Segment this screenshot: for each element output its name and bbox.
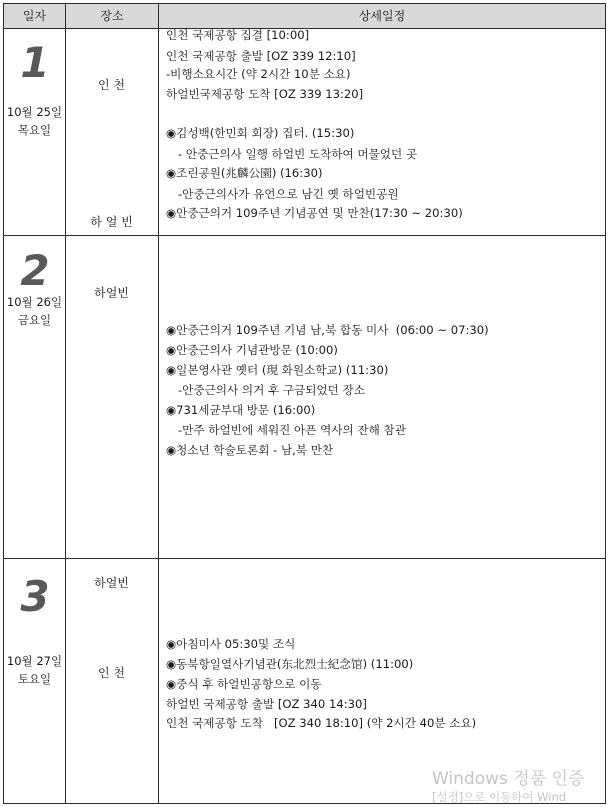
- day-date: 10월 26일: [6, 295, 63, 309]
- schedule-line: -안중근의사가 유언으로 남긴 옛 하얼빈공원: [178, 187, 399, 201]
- day-date: 10월 27일: [6, 654, 63, 668]
- day-number: 2: [20, 246, 50, 295]
- schedule-line: 하얼빈국제공항 도착 [OZ 339 13:20]: [166, 87, 364, 101]
- schedule-line: 하얼빈 국제공항 출발 [OZ 340 14:30]: [166, 697, 367, 711]
- schedule-line: 인천 국제공항 출발 [OZ 339 12:10]: [166, 49, 356, 63]
- column-divider-2: [158, 3, 159, 804]
- schedule-line: ◉김성백(한민회 회장) 집터. (15:30): [166, 126, 355, 140]
- schedule-line: ◉일본영사관 옛터 (現 화원소학교) (11:30): [166, 363, 389, 377]
- schedule-line: ◉안중근의거 109주년 기념공연 및 만찬(17:30 ~ 20:30): [166, 206, 463, 220]
- place: 인 천: [98, 666, 125, 680]
- schedule-line: -비행소요시간 (약 2시간 10분 소요): [166, 67, 351, 81]
- schedule-line: ◉아침미사 05:30및 조식: [166, 637, 296, 651]
- day-number: 1: [20, 38, 50, 87]
- schedule-line: -안중근의사 의거 후 구금되었던 장소: [178, 383, 365, 397]
- day-weekday: 목요일: [17, 123, 52, 137]
- schedule-line: ◉청소년 학술토론회 - 남,북 만찬: [166, 443, 334, 457]
- place: 하 얼 빈: [90, 215, 133, 229]
- header-detail: 상세일정: [358, 9, 406, 23]
- header-place: 장소: [100, 9, 124, 23]
- place: 하얼빈: [94, 286, 129, 300]
- place: 하얼빈: [94, 576, 129, 590]
- schedule-line: ◉중식 후 하얼빈공항으로 이동: [166, 677, 322, 691]
- schedule-line: ◉안중근의거 109주년 기념 남,북 합동 미사 (06:00 ~ 07:30): [166, 323, 489, 337]
- schedule-line: 인천 국제공항 집결 [10:00]: [166, 28, 310, 42]
- windows-activation-watermark: Windows 정품 인증: [432, 769, 585, 789]
- row-divider-1: [3, 235, 606, 236]
- row-divider-2: [3, 558, 606, 559]
- schedule-line: ◉동북항일열사기념관(东北烈士紀念馆) (11:00): [166, 657, 414, 671]
- day-weekday: 금요일: [17, 313, 52, 327]
- schedule-line: ◉731세균부대 방문 (16:00): [166, 403, 316, 417]
- schedule-line: 인천 국제공항 도착 [OZ 340 18:10] (약 2시간 40분 소요): [166, 716, 477, 730]
- schedule-line: ◉안중근의사 기념관방문 (10:00): [166, 343, 338, 357]
- column-divider-1: [65, 3, 66, 804]
- schedule-line: ◉조린공원(兆麟公園) (16:30): [166, 166, 323, 180]
- schedule-line: -만주 하얼빈에 세워진 아픈 역사의 잔해 참관: [178, 423, 406, 437]
- schedule-line: - 안중근의사 일행 하얼빈 도착하여 머물었던 곳: [178, 147, 418, 161]
- windows-activation-subtext: [설정]으로 이동하여 Wind: [432, 790, 567, 804]
- place: 인 천: [98, 78, 125, 92]
- header-date: 일자: [22, 9, 47, 23]
- day-weekday: 토요일: [17, 672, 52, 686]
- day-number: 3: [20, 572, 50, 621]
- day-date: 10월 25일: [6, 105, 63, 119]
